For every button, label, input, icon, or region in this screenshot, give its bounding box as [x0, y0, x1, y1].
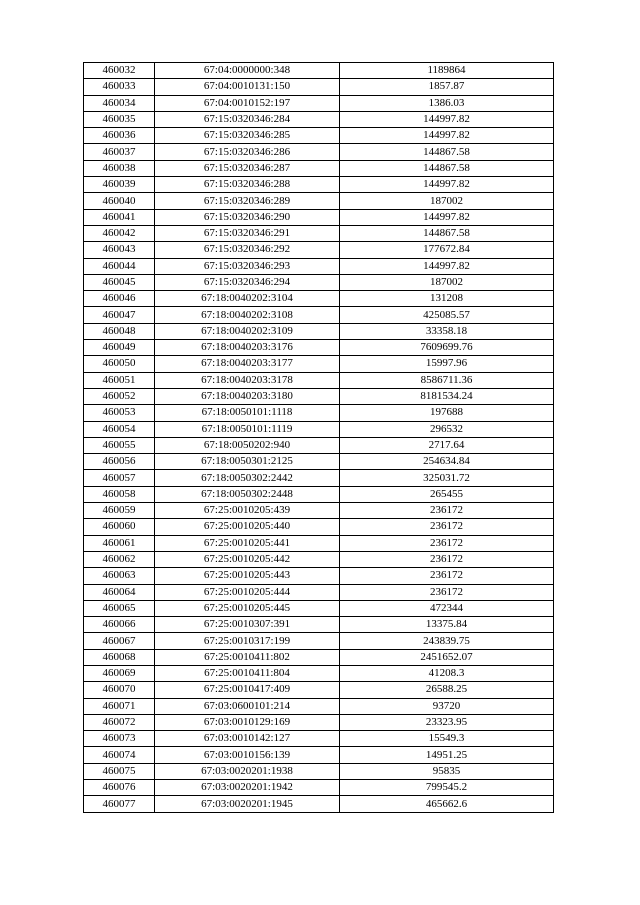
record-number-cell: 460067 [84, 633, 155, 649]
record-number-cell: 460036 [84, 128, 155, 144]
record-number-cell: 460076 [84, 780, 155, 796]
record-number-cell: 460037 [84, 144, 155, 160]
cadastral-number-cell: 67:03:0600101:214 [155, 698, 340, 714]
record-number-cell: 460044 [84, 258, 155, 274]
cadastral-number-cell: 67:15:0320346:294 [155, 274, 340, 290]
value-cell: 93720 [340, 698, 554, 714]
value-cell: 144997.82 [340, 111, 554, 127]
record-number-cell: 460042 [84, 225, 155, 241]
cadastral-number-cell: 67:15:0320346:284 [155, 111, 340, 127]
record-number-cell: 460062 [84, 551, 155, 567]
value-cell: 95835 [340, 763, 554, 779]
cadastral-number-cell: 67:15:0320346:290 [155, 209, 340, 225]
value-cell: 8181534.24 [340, 388, 554, 404]
cadastral-number-cell: 67:15:0320346:292 [155, 242, 340, 258]
value-cell: 14951.25 [340, 747, 554, 763]
record-number-cell: 460054 [84, 421, 155, 437]
value-cell: 26588.25 [340, 682, 554, 698]
cadastral-number-cell: 67:03:0010156:139 [155, 747, 340, 763]
cadastral-number-cell: 67:18:0040202:3108 [155, 307, 340, 323]
table-row [84, 274, 554, 290]
value-cell: 23323.95 [340, 714, 554, 730]
value-cell: 187002 [340, 274, 554, 290]
cadastral-number-cell: 67:25:0010317:199 [155, 633, 340, 649]
value-cell: 1386.03 [340, 95, 554, 111]
table-row [84, 780, 554, 796]
record-number-cell: 460043 [84, 242, 155, 258]
record-number-cell: 460039 [84, 177, 155, 193]
table-row [84, 535, 554, 551]
value-cell: 236172 [340, 551, 554, 567]
record-number-cell: 460063 [84, 568, 155, 584]
cadastral-number-cell: 67:18:0050302:2442 [155, 470, 340, 486]
record-number-cell: 460032 [84, 63, 155, 79]
record-number-cell: 460055 [84, 437, 155, 453]
table-row [84, 796, 554, 812]
cadastral-number-cell: 67:18:0040202:3109 [155, 323, 340, 339]
cadastral-number-cell: 67:18:0040203:3177 [155, 356, 340, 372]
table-row [84, 193, 554, 209]
value-cell: 144997.82 [340, 209, 554, 225]
record-number-cell: 460070 [84, 682, 155, 698]
record-number-cell: 460035 [84, 111, 155, 127]
value-cell: 236172 [340, 535, 554, 551]
record-number-cell: 460060 [84, 519, 155, 535]
record-number-cell: 460047 [84, 307, 155, 323]
record-number-cell: 460056 [84, 454, 155, 470]
cadastral-number-cell: 67:04:0000000:348 [155, 63, 340, 79]
value-cell: 265455 [340, 486, 554, 502]
record-number-cell: 460075 [84, 763, 155, 779]
value-cell: 472344 [340, 600, 554, 616]
table-row [84, 437, 554, 453]
value-cell: 15549.3 [340, 731, 554, 747]
table-row [84, 225, 554, 241]
cadastral-number-cell: 67:25:0010205:443 [155, 568, 340, 584]
table-row [84, 519, 554, 535]
value-cell: 425085.57 [340, 307, 554, 323]
table-row [84, 551, 554, 567]
record-number-cell: 460061 [84, 535, 155, 551]
cadastral-number-cell: 67:25:0010417:409 [155, 682, 340, 698]
cadastral-number-cell: 67:18:0040203:3178 [155, 372, 340, 388]
record-number-cell: 460048 [84, 323, 155, 339]
value-cell: 177672.84 [340, 242, 554, 258]
record-number-cell: 460040 [84, 193, 155, 209]
value-cell: 13375.84 [340, 617, 554, 633]
table-row [84, 63, 554, 79]
record-number-cell: 460069 [84, 665, 155, 681]
value-cell: 187002 [340, 193, 554, 209]
value-cell: 236172 [340, 584, 554, 600]
record-number-cell: 460052 [84, 388, 155, 404]
record-number-cell: 460058 [84, 486, 155, 502]
value-cell: 15997.96 [340, 356, 554, 372]
table-row [84, 665, 554, 681]
table-row [84, 258, 554, 274]
table-row [84, 242, 554, 258]
cadastral-number-cell: 67:15:0320346:285 [155, 128, 340, 144]
record-number-cell: 460033 [84, 79, 155, 95]
value-cell: 144997.82 [340, 128, 554, 144]
table-row [84, 356, 554, 372]
table-row [84, 372, 554, 388]
value-cell: 1189864 [340, 63, 554, 79]
cadastral-number-cell: 67:25:0010205:441 [155, 535, 340, 551]
value-cell: 144867.58 [340, 144, 554, 160]
table-row [84, 454, 554, 470]
table-row [84, 209, 554, 225]
table-row [84, 731, 554, 747]
record-number-cell: 460049 [84, 340, 155, 356]
table-row [84, 144, 554, 160]
table-row [84, 95, 554, 111]
value-cell: 144867.58 [340, 160, 554, 176]
value-cell: 236172 [340, 503, 554, 519]
value-cell: 325031.72 [340, 470, 554, 486]
table-row [84, 405, 554, 421]
table-row [84, 388, 554, 404]
cadastral-number-cell: 67:18:0050202:940 [155, 437, 340, 453]
cadastral-number-cell: 67:18:0050301:2125 [155, 454, 340, 470]
cadastral-number-cell: 67:25:0010205:442 [155, 551, 340, 567]
cadastral-number-cell: 67:25:0010205:444 [155, 584, 340, 600]
record-number-cell: 460072 [84, 714, 155, 730]
table-row [84, 714, 554, 730]
value-cell: 197688 [340, 405, 554, 421]
cadastral-number-cell: 67:25:0010205:440 [155, 519, 340, 535]
record-number-cell: 460066 [84, 617, 155, 633]
cadastral-number-cell: 67:25:0010411:804 [155, 665, 340, 681]
value-cell: 144997.82 [340, 258, 554, 274]
value-cell: 144867.58 [340, 225, 554, 241]
value-cell: 254634.84 [340, 454, 554, 470]
value-cell: 243839.75 [340, 633, 554, 649]
cadastral-number-cell: 67:03:0010142:127 [155, 731, 340, 747]
record-number-cell: 460073 [84, 731, 155, 747]
table-row [84, 291, 554, 307]
record-number-cell: 460041 [84, 209, 155, 225]
record-number-cell: 460034 [84, 95, 155, 111]
table-row [84, 633, 554, 649]
cadastral-number-cell: 67:15:0320346:291 [155, 225, 340, 241]
records-table-body [84, 63, 554, 813]
record-number-cell: 460051 [84, 372, 155, 388]
cadastral-number-cell: 67:03:0020201:1942 [155, 780, 340, 796]
record-number-cell: 460050 [84, 356, 155, 372]
cadastral-number-cell: 67:03:0010129:169 [155, 714, 340, 730]
record-number-cell: 460071 [84, 698, 155, 714]
value-cell: 799545.2 [340, 780, 554, 796]
value-cell: 41208.3 [340, 665, 554, 681]
cadastral-number-cell: 67:25:0010205:445 [155, 600, 340, 616]
cadastral-number-cell: 67:25:0010307:391 [155, 617, 340, 633]
table-row [84, 111, 554, 127]
table-row [84, 470, 554, 486]
table-row [84, 698, 554, 714]
records-table [83, 62, 554, 813]
value-cell: 2717.64 [340, 437, 554, 453]
cadastral-number-cell: 67:18:0050101:1119 [155, 421, 340, 437]
record-number-cell: 460074 [84, 747, 155, 763]
value-cell: 8586711.36 [340, 372, 554, 388]
table-row [84, 128, 554, 144]
cadastral-number-cell: 67:18:0040203:3180 [155, 388, 340, 404]
value-cell: 465662.6 [340, 796, 554, 812]
value-cell: 236172 [340, 568, 554, 584]
value-cell: 2451652.07 [340, 649, 554, 665]
record-number-cell: 460038 [84, 160, 155, 176]
cadastral-number-cell: 67:18:0050101:1118 [155, 405, 340, 421]
cadastral-number-cell: 67:15:0320346:287 [155, 160, 340, 176]
record-number-cell: 460046 [84, 291, 155, 307]
table-row [84, 323, 554, 339]
record-number-cell: 460057 [84, 470, 155, 486]
table-row [84, 747, 554, 763]
table-row [84, 568, 554, 584]
cadastral-number-cell: 67:25:0010205:439 [155, 503, 340, 519]
table-row [84, 682, 554, 698]
cadastral-number-cell: 67:03:0020201:1945 [155, 796, 340, 812]
cadastral-number-cell: 67:18:0040202:3104 [155, 291, 340, 307]
table-row [84, 600, 554, 616]
table-row [84, 584, 554, 600]
cadastral-number-cell: 67:15:0320346:286 [155, 144, 340, 160]
record-number-cell: 460077 [84, 796, 155, 812]
record-number-cell: 460065 [84, 600, 155, 616]
table-row [84, 421, 554, 437]
record-number-cell: 460045 [84, 274, 155, 290]
cadastral-number-cell: 67:15:0320346:289 [155, 193, 340, 209]
cadastral-number-cell: 67:15:0320346:288 [155, 177, 340, 193]
record-number-cell: 460064 [84, 584, 155, 600]
value-cell: 144997.82 [340, 177, 554, 193]
record-number-cell: 460068 [84, 649, 155, 665]
cadastral-number-cell: 67:03:0020201:1938 [155, 763, 340, 779]
record-number-cell: 460059 [84, 503, 155, 519]
cadastral-number-cell: 67:04:0010131:150 [155, 79, 340, 95]
value-cell: 33358.18 [340, 323, 554, 339]
value-cell: 1857.87 [340, 79, 554, 95]
table-row [84, 177, 554, 193]
cadastral-number-cell: 67:18:0040203:3176 [155, 340, 340, 356]
table-row [84, 649, 554, 665]
table-row [84, 79, 554, 95]
cadastral-number-cell: 67:15:0320346:293 [155, 258, 340, 274]
table-row [84, 617, 554, 633]
record-number-cell: 460053 [84, 405, 155, 421]
table-row [84, 160, 554, 176]
value-cell: 131208 [340, 291, 554, 307]
cadastral-number-cell: 67:18:0050302:2448 [155, 486, 340, 502]
value-cell: 296532 [340, 421, 554, 437]
cadastral-number-cell: 67:25:0010411:802 [155, 649, 340, 665]
table-row [84, 307, 554, 323]
table-row [84, 340, 554, 356]
cadastral-number-cell: 67:04:0010152:197 [155, 95, 340, 111]
table-row [84, 503, 554, 519]
table-row [84, 763, 554, 779]
table-row [84, 486, 554, 502]
value-cell: 7609699.76 [340, 340, 554, 356]
value-cell: 236172 [340, 519, 554, 535]
